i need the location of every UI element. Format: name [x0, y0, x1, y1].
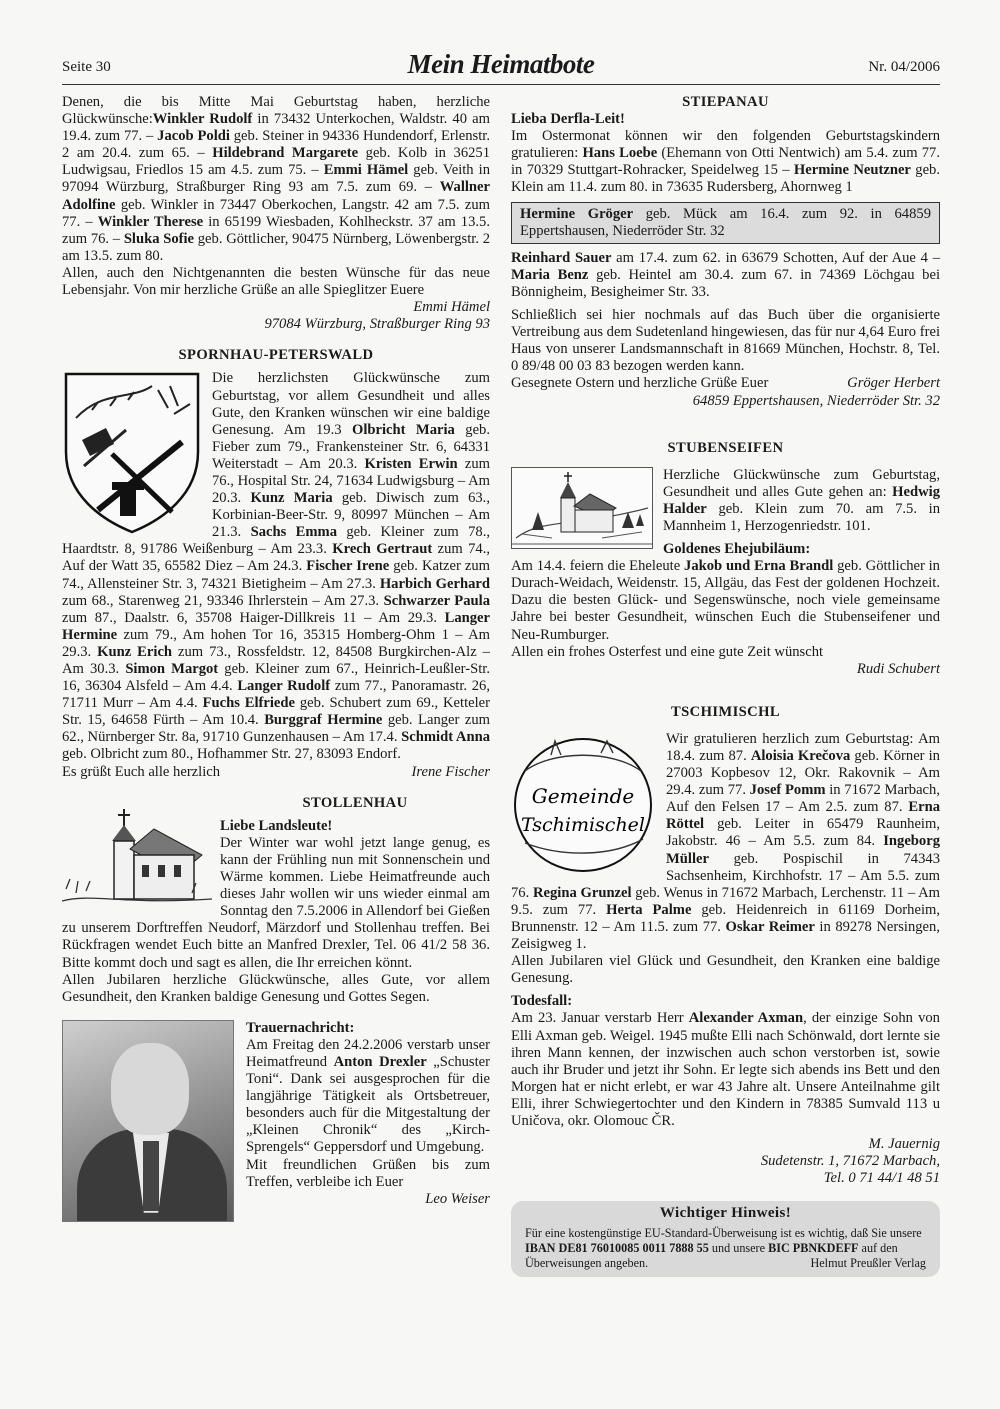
spornhau-closing: Es grüßt Euch alle herzlich — [62, 763, 221, 780]
community-stamp-icon — [511, 731, 656, 876]
bold-name: Fuchs Elfriede — [202, 695, 296, 712]
obituary-block — [62, 1020, 490, 1208]
highlight-text: Hermine Gröger geb. Mück am 16.4. zum 92. in 64859 Eppertshausen, Niederröder Str. 32 — [520, 205, 931, 239]
obituary-title: Trauernachricht: — [246, 1019, 355, 1036]
stollenhau-greeting: Liebe Landsleute! — [220, 817, 333, 834]
page-header — [62, 50, 940, 85]
bold-name: Oskar Reimer — [725, 918, 815, 935]
section-title-tschimischl: TSCHIMISCHL — [670, 703, 780, 720]
left-column — [62, 94, 490, 1224]
notice-text: Für eine kostengünstige EU-Standard-Überweisung ist es wichtig, daß Sie unsere IBAN DE81 76010085 0011 7888 55 und unsere BIC PBNKDEFF auf den Überweisungen angeben. — [525, 1226, 922, 1271]
obituary-text: Am Freitag den 24.2.2006 verstarb unser Heimatfreund Anton Drexler „Schuster Toni“. Dank sei ausgesprochen für die langjährige Tätigkeit als Ortsbetreuer, besonders auch für die Mitgestaltung der „Kleinen Chronik“ des „Kirch-Sprengels“ Geppersdorf und Umgebung. — [246, 1036, 490, 1156]
stubenseifen-block — [511, 467, 940, 535]
obituary-closing: Mit freundlichen Grüßen bis zum Treffen, verbleibe ich Euer — [246, 1156, 490, 1190]
stiepanau-signature-name: Gröger Herbert — [847, 375, 940, 392]
page-number: Seite 30 — [62, 59, 111, 75]
section-title-spornhau: SPORNHAU-PETERSWALD — [178, 347, 374, 364]
bold-name: Erna Röttel — [666, 799, 940, 833]
bold-name: Herta Palme — [606, 901, 692, 918]
bold-name: Maria Benz — [511, 266, 589, 283]
stubenseifen-signature: Rudi Schubert — [856, 660, 940, 677]
chapel-drawing-icon — [62, 801, 212, 911]
bold-name: Simon Margot — [125, 661, 219, 677]
bold-name: Ingeborg Müller — [666, 833, 940, 867]
bold-name: Emmi Hämel — [323, 162, 409, 179]
bold-name: Hermine Gröger — [520, 205, 634, 222]
bold-name: Anton Drexler — [333, 1053, 427, 1070]
bold-name: Kunz Erich — [97, 643, 173, 660]
bold-name: Olbricht Maria — [351, 421, 455, 438]
spornhau-signature: Irene Fischer — [411, 763, 490, 780]
stollenhau-text: Der Winter war wohl jetzt lange genug, es kann der Frühling nun mit Sonnenschein und Wärme kommen. Liebe Heimatfreunde auch dieses Jahr wollen wir uns wieder einmal am Sonntag den 7.5.2006 in Allendorf bei Gießen zu unserem Dorftreffen Neudorf, Märzdorf und Stollenhau treffen. Bei Rückfragen wendet Euch bitte an Manfred Drexler, Tel. 06 41/2 58 36. Bitte kommt doch und sagt es allen, die Ihr erreichen könnt. — [62, 834, 490, 971]
bold-name: Schwarzer Paula — [383, 592, 490, 609]
death-notice-signature-phone: Tel. 0 71 44/1 48 51 — [823, 1170, 940, 1187]
stiepanau-signature-address: 64859 Eppertshausen, Niederröder Str. 32 — [692, 392, 940, 409]
stamp-line-2: Tschimischel — [520, 813, 646, 836]
stubenseifen-text: Herzliche Glückwünsche zum Geburtstag, Gesundheit und alles Gute gehen an: Hedwig Halder geb. Klein zum 70. am 7.5. in Mannheim 1, Herzogenriedstr. 101. — [663, 466, 940, 534]
bold-name: Jacob Poldi — [157, 128, 230, 145]
masthead-logo: Mein Heimatbote — [407, 49, 595, 79]
bold-name: Winkler Rudolf — [152, 111, 253, 128]
stubenseifen-subtitle: Goldenes Ehejubiläum: — [663, 541, 811, 558]
bold-name: Kunz Maria — [250, 490, 333, 507]
tschimischl-closing: Allen Jubilaren viel Glück und Gesundheit, den Kranken eine baldige Genesung. — [511, 953, 940, 987]
bold-name: Langer Hermine — [62, 609, 490, 643]
church-sketch-icon — [511, 467, 653, 549]
bold-name: Winkler Therese — [97, 213, 204, 230]
bold-name: Kristen Erwin — [364, 455, 458, 472]
issue-number: Nr. 04/2006 — [868, 59, 940, 75]
bold-name: Burggraf Hermine — [264, 712, 383, 729]
bold-name: Wallner Adolfine — [62, 179, 490, 213]
death-notice-signature-address: Sudetenstr. 1, 71672 Marbach, — [760, 1153, 940, 1170]
bold-name: Hermine Neutzner — [793, 162, 911, 179]
bold-name: Alexander Axman — [688, 1010, 804, 1027]
obituary-signature: Leo Weiser — [425, 1190, 490, 1207]
stiepanau-greeting: Lieba Derfla-Leit! — [511, 111, 625, 128]
intro-signature-name: Emmi Hämel — [413, 299, 490, 316]
bold-name: Fischer Irene — [306, 558, 390, 575]
bold-name: Jakob und Erna Brandl — [684, 558, 834, 575]
section-title-stiepanau: STIEPANAU — [682, 94, 769, 110]
bold-name: Sluka Sofie — [123, 230, 195, 247]
bold-name: Aloisia Krečova — [750, 748, 851, 764]
stubenseifen-closing: Allen ein frohes Osterfest und eine gute Zeit wünscht — [511, 643, 824, 660]
notice-signature: Helmut Preußler Verlag — [810, 1256, 926, 1271]
bold-name: Krech Gertraut — [332, 541, 433, 558]
intro-signature-address: 97084 Würzburg, Straßburger Ring 93 — [264, 316, 490, 333]
bold-name: Hedwig Halder — [663, 483, 940, 517]
stiepanau-text-2: Reinhard Sauer am 17.4. zum 62. in 63679 Schotten, Auf der Aue 4 – Maria Benz geb. Heintel am 30.4. zum 67. in 74369 Löchgau bei Bönnigheim, Besigheimer Str. 33. — [511, 249, 940, 300]
stiepanau-closing: Gesegnete Ostern und herzliche Grüße Euer — [511, 375, 769, 392]
death-notice-signature-name: M. Jauernig — [868, 1136, 940, 1153]
bold-name: Hildebrand Margarete — [212, 145, 359, 162]
death-notice-text: Am 23. Januar verstarb Herr Alexander Axman, der einzige Sohn von Elli Axman geb. Weigel. 1945 mußte Elli nach Schönwald, dort lernte sie ihren Mann kennen, der inzwischen auch schon verstorben ist, sowie auch ihr Bruder und jetzt ihr Sohn. Er legte sich abends ins Bett und den Morgen hat er nicht erlebt, er war 43 Jahre alt. Unsere Anteilnahme gilt Elli, ihrer Schwiegertochter und den Kindern in 78385 Sumvald 113 u Uničova, okr. Olomouc ČR. — [511, 1010, 940, 1129]
bold-name: IBAN DE81 76010085 0011 7888 55 — [525, 1241, 709, 1256]
death-notice-title: Todesfall: — [511, 993, 573, 1010]
stiepanau-book-note: Schließlich sei hier nochmals auf das Buch über die organisierte Vertreibung aus dem Sudetenland hingewiesen, das für nur 4,64 Euro frei Haus von unserer Landsmannschaft in 81669 München, Hochstr. 8, Tel. 0 89/48 00 03 83 bezogen werden kann. — [511, 307, 940, 375]
stollenhau-block — [62, 795, 490, 972]
intro-paragraph: Denen, die bis Mitte Mai Geburtstag haben, herzliche Glückwünsche:Winkler Rudolf in 73432 Unterkochen, Waldstr. 40 am 19.4. zum 77. – Jacob Poldi geb. Steiner in 94336 Hundendorf, Erlenstr. 2 am 20.4. zum 65. – Hildebrand Margarete geb. Kolb in 36251 Ludwigsau, Friedlos 15 am 4.5. zum 75. – Emmi Hämel geb. Veith in 97094 Würzburg, Straßburger Ring 93 am 7.5. zum 69. – Wallner Adolfine geb. Winkler in 73447 Oberkochen, Langstr. 42 am 7.5. zum 77. – Winkler Therese in 65199 Wiesbaden, Kohlheckstr. 37 am 13.5. zum 76. – Sluka Sofie geb. Göttlicher, 90475 Nürnberg, Löwenbergstr. 2 am 13.5. zum 80. — [62, 94, 491, 264]
stollenhau-wishes: Allen Jubilaren herzliche Glückwünsche, alles Gute, vor allem Gesundheit, den Kranken baldige Genesung und Gottes Segen. — [62, 971, 490, 1005]
section-title-stubenseifen: STUBENSEIFEN — [667, 439, 784, 456]
right-column — [511, 94, 940, 1277]
tschimischl-block — [511, 731, 940, 953]
highlight-box — [511, 202, 940, 244]
important-notice-box — [511, 1201, 940, 1277]
stamp-line-1: Gemeinde — [531, 783, 635, 808]
spornhau-closing-row — [62, 764, 490, 781]
stubenseifen-text-2: Am 14.4. feiern die Eheleute Jakob und Erna Brandl geb. Göttlicher in Durach-Weidach, Weidenstr. 15, Allgäu, das Fest der goldenen Hochzeit. Dazu die besten Glück- und Segenswünsche, noch viele gemeinsame Jahre bei bester Gesundheit, wünschen Euch die Stubenseifener und Neu-Rumburger. — [511, 558, 940, 643]
bold-name: Regina Grunzel — [532, 884, 632, 901]
bold-name: Harbich Gerhard — [379, 575, 490, 592]
notice-title: Wichtiger Hinweis! — [659, 1205, 792, 1222]
section-title-stollenhau: STOLLENHAU — [302, 794, 408, 811]
bold-name: Hans Loebe — [582, 145, 658, 162]
spornhau-block — [62, 370, 490, 763]
bold-name: Josef Pomm — [749, 782, 826, 799]
bold-name: Schmidt Anna — [401, 729, 491, 746]
bold-name: Langer Rudolf — [237, 678, 331, 695]
stiepanau-text: Im Ostermonat können wir den folgenden Geburtstagskindern gratulieren: Hans Loebe (Ehemann von Otti Nentwich) am 5.4. zum 77. in 70329 Stuttgart-Rohracker, Speidelweg 15 – Hermine Neutzner geb. Klein am 11.4. zum 80. in 73635 Rudersberg, Ahornweg 1 — [511, 128, 940, 196]
spornhau-text: Die herzlichsten Glückwünsche zum Geburtstag, vor allem Gesundheit und alles Gute, den Kranken wünschen wir eine baldige Genesung. Am 19.3 Olbricht Maria geb. Fieber zum 79., Frankensteiner Str. 6, 64331 Weiterstadt – Am 20.3. Kristen Erwin zum 76., Hospital Str. 24, 71634 Ludwigsburg – Am 20.3. Kunz Maria geb. Diwisch zum 63., Korbinian-Beer-Str. 9, 80997 München – Am 21.3. Sachs Emma geb. Kleiner zum 78., Haardtstr. 8, 91786 Weißenburg – Am 23.3. Krech Gertraut zum 74., Auf der Watt 35, 65582 Diez – Am 24.3. Fischer Irene geb. Katzer zum 74., Allensteiner Str. 3, 74321 Bietigheim – Am 27.3. Harbich Gerhard zum 68., Starenweg 21, 93346 Ihrlerstein – Am 27.3. Schwarzer Paula zum 87., Daalstr. 6, 35708 Haiger-Dillkreis 11 – Am 29.3. Langer Hermine zum 79., Am hohen Tor 16, 35315 Homberg-Ohm 1 – Am 29.3. Kunz Erich zum 73., Rossfeldstr. 12, 84508 Burgkirchen-Alz – Am 30.3. Simon Margot geb. Kleiner zum 67., Heinrich-Leußler-Str. 16, 36304 Alsfeld – Am 4.4. Langer Rudolf zum 77., Panoramastr. 26, 71711 Murr – Am 4.4. Fuchs Elfriede geb. Schubert zum 69., Ketteler Str. 15, 64658 Fürth – Am 10.4. Burggraf Hermine geb. Langer zum 62., Nürnberger Str. 8a, 91710 Gunzenhausen – Am 17.4. Schmidt Anna geb. Olbricht zum 80., Hofhammer Str. 27, 83093 Endorf. — [62, 370, 491, 763]
bold-name: Reinhard Sauer — [511, 249, 612, 266]
coat-of-arms-icon — [62, 370, 202, 535]
bold-name: Sachs Emma — [250, 524, 337, 541]
tschimischl-text: Wir gratulieren herzlich zum Geburtstag: Am 18.4. zum 87. Aloisia Krečova geb. Körner in 27003 Kopbesov 12, Okr. Rakovnik – Am 29.4. zum 77. Josef Pomm in 71672 Marbach, Auf den Felsen 17 – Am 2.5. zum 87. Erna Röttel geb. Leiter in 65479 Raunheim, Jakobstr. 46 – Am 5.5. zum 84. Ingeborg Müller geb. Pospischil in 74343 Sachsenheim, Kirchhofstr. 17 – Am 5.5. zum 76. Regina Grunzel geb. Wenus in 71672 Marbach, Lerchenstr. 11 – Am 9.5. zum 77. Herta Palme geb. Heidenreich in 61169 Dorheim, Brunnenstr. 12 – Am 11.5. zum 77. Oskar Reimer in 89278 Nersingen, Zeisigweg 1. — [511, 730, 940, 953]
stiepanau-closing-row — [511, 375, 940, 392]
intro-closing: Allen, auch den Nichtgenannten die besten Wünsche für das neue Lebensjahr. Von mir herzliche Grüße an alle Spieglitzer Euere — [62, 264, 490, 299]
bold-name: BIC PBNKDEFF — [768, 1241, 859, 1256]
portrait-photo — [62, 1020, 234, 1222]
